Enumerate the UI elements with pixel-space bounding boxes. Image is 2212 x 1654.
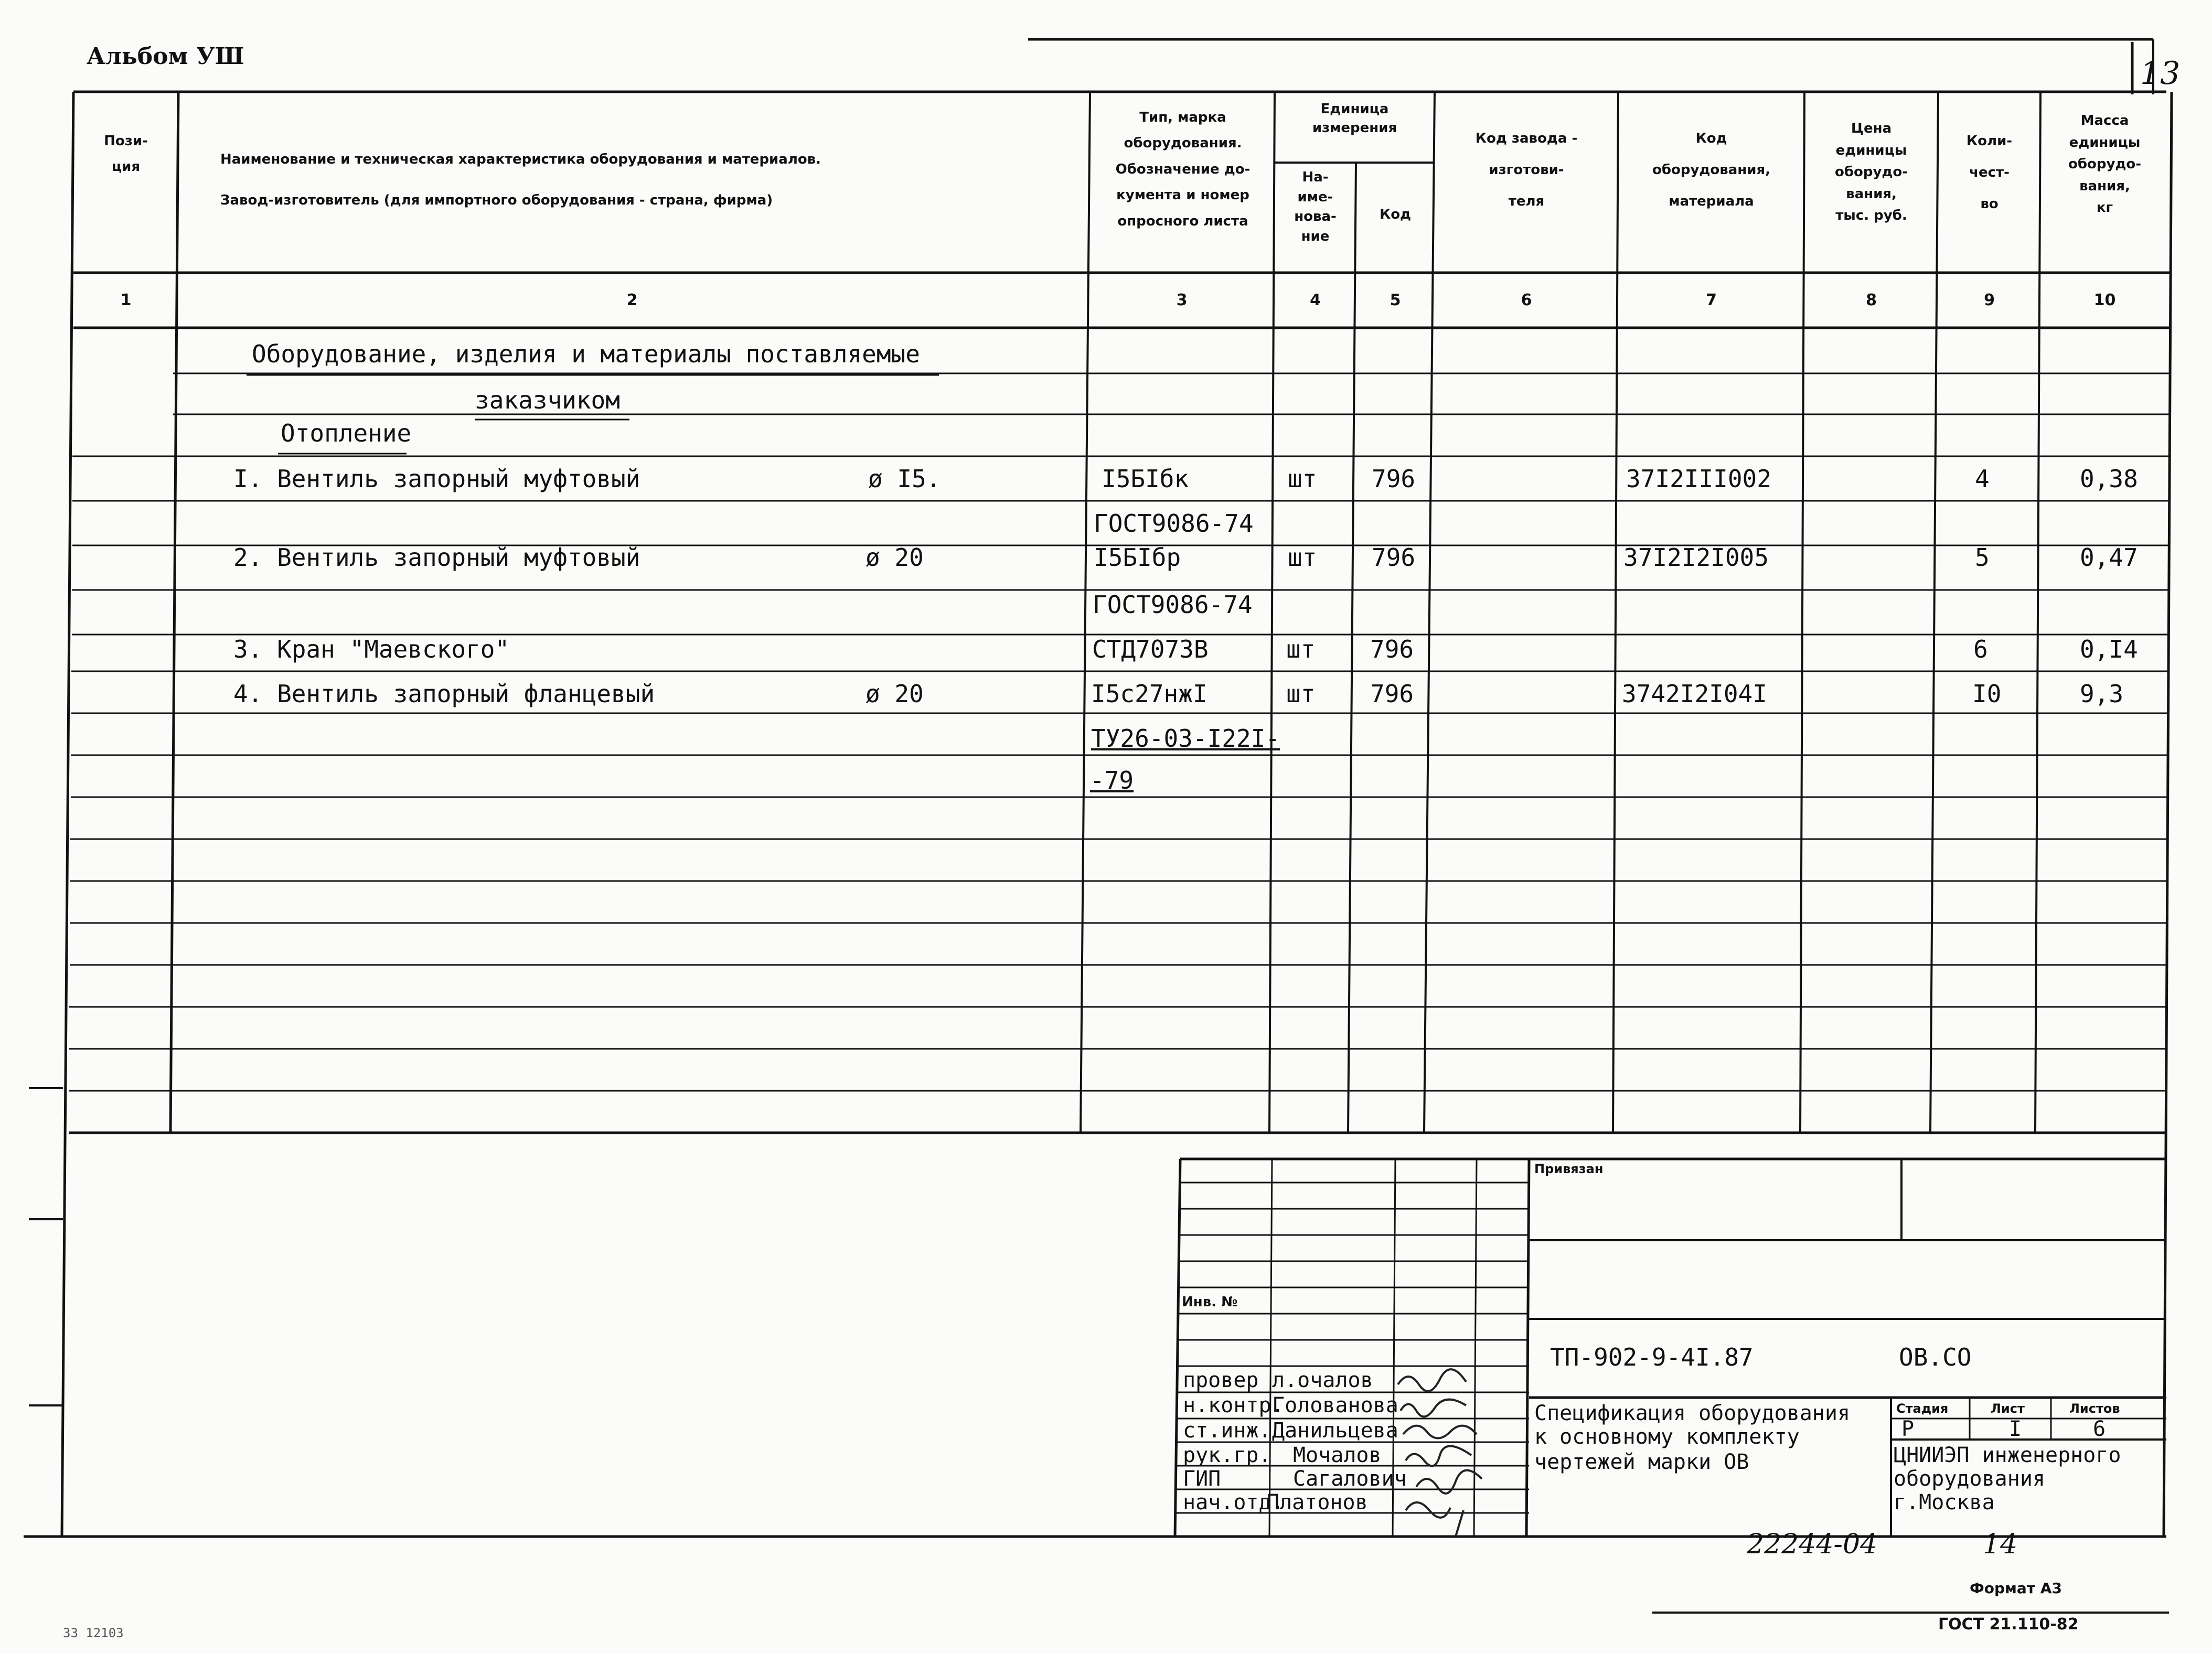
- row-diameter: ø 20: [865, 680, 924, 708]
- signature-role: н.контр.: [1183, 1393, 1284, 1417]
- row-name: 3. Кран "Маевского": [233, 635, 510, 663]
- sheet-header: Лист: [1991, 1401, 2025, 1416]
- row-type: I5БIбр: [1094, 543, 1181, 572]
- row-diameter: ø I5.: [868, 465, 941, 493]
- inv-number-label: Инв. №: [1182, 1294, 1238, 1310]
- org-line: оборудования: [1894, 1467, 2045, 1491]
- row-unit: шт: [1288, 543, 1317, 572]
- row-diameter: ø 20: [865, 543, 924, 572]
- row-unit: шт: [1286, 635, 1316, 663]
- row-qty: 5: [1975, 543, 1990, 572]
- handwritten-signatures: [1395, 1363, 1532, 1537]
- handwritten-code: 22244-04: [1747, 1529, 1878, 1560]
- doc-title-line: к основному комплекту: [1534, 1425, 1800, 1449]
- signature-role: рук.гр.: [1183, 1443, 1271, 1467]
- signature-role: ст.инж.: [1183, 1419, 1271, 1443]
- col-number: 1: [120, 291, 132, 309]
- col-number: 2: [626, 291, 638, 309]
- row-qty: 4: [1975, 465, 1990, 493]
- signature-role: провер: [1183, 1368, 1259, 1392]
- header-mass: Масса единицы оборудо- вания, кг: [2068, 113, 2142, 216]
- header-unit: Единица измерения: [1312, 101, 1397, 136]
- row-type: ГОСТ9086-74: [1093, 590, 1253, 619]
- header-qty: Коли- чест- во: [1966, 133, 2013, 212]
- doc-title-line: Спецификация оборудования: [1534, 1401, 1851, 1425]
- doc-title-line: чертежей марки ОВ: [1534, 1450, 1749, 1474]
- row-unit-code: 796: [1370, 680, 1414, 708]
- row-type: I5БIбк: [1102, 465, 1189, 493]
- signature-name: Данильцева: [1272, 1419, 1398, 1443]
- col-number: 7: [1706, 291, 1717, 309]
- signature-name: Платонов: [1267, 1490, 1368, 1515]
- sheet-number: 13: [2140, 55, 2181, 92]
- row-type: ТУ26-03-I22I-: [1091, 724, 1280, 753]
- row-qty: 6: [1973, 635, 1988, 663]
- signature-role: ГИП: [1183, 1467, 1221, 1491]
- col-number: 5: [1390, 291, 1401, 309]
- sheet-value: I: [2009, 1417, 2022, 1441]
- row-unit-code: 796: [1372, 465, 1416, 493]
- row-unit: шт: [1286, 680, 1316, 708]
- org-line: ЦНИИЭП инженерного: [1894, 1443, 2121, 1467]
- row-name: I. Вентиль запорный муфтовый: [233, 465, 640, 493]
- row-unit-code: 796: [1370, 635, 1414, 663]
- col-number: 6: [1521, 291, 1532, 309]
- header-position: Пози- ция: [104, 133, 148, 175]
- header-unit-code: Код: [1379, 207, 1412, 222]
- row-type: ГОСТ9086-74: [1094, 509, 1254, 538]
- col-number: 8: [1866, 291, 1877, 309]
- row-type: I5c27нжI: [1091, 680, 1207, 708]
- header-price: Цена единицы оборудо- вания, тыс. руб.: [1834, 121, 1908, 224]
- row-type: СТД7073В: [1092, 635, 1209, 663]
- header-name: Наименование и техническая характеристика оборудования и материалов. Завод-изготовитель (для импортного оборудования - страна, фирма): [220, 152, 821, 208]
- row-equip-code: 3742I2I04I: [1622, 680, 1767, 708]
- signature-role: нач.отд.: [1183, 1490, 1284, 1515]
- row-unit-code: 796: [1372, 543, 1416, 572]
- section-title-cont: заказчиком: [475, 386, 620, 414]
- row-mass: 9,3: [2080, 680, 2124, 708]
- col-number: 10: [2093, 291, 2116, 309]
- signature-name: л.очалов: [1272, 1368, 1373, 1392]
- signature-name: Мочалов: [1293, 1443, 1382, 1467]
- row-type: -79: [1090, 766, 1134, 794]
- row-name: 4. Вентиль запорный фланцевый: [233, 680, 655, 708]
- row-equip-code: 37I2I2I005: [1623, 543, 1769, 572]
- stage-header: Стадия: [1896, 1401, 1949, 1416]
- sheets-header: Листов: [2069, 1401, 2120, 1416]
- row-unit: шт: [1288, 465, 1317, 493]
- handwritten-page: 14: [1983, 1529, 2018, 1560]
- signature-name: Сагалович: [1293, 1467, 1407, 1491]
- doc-code: ТП-902-9-4I.87: [1550, 1343, 1754, 1371]
- subsection-title: Отопление: [281, 419, 412, 447]
- header-equip-code: Код оборудования, материала: [1652, 131, 1771, 209]
- col-number: 4: [1310, 291, 1321, 309]
- privyazan-label: Привязан: [1534, 1162, 1604, 1176]
- row-qty: I0: [1972, 680, 2002, 708]
- corner-code: 33 12103: [63, 1626, 124, 1640]
- org-line: г.Москва: [1894, 1490, 1995, 1515]
- col-number: 9: [1984, 291, 1995, 309]
- row-mass: 0,47: [2080, 543, 2138, 572]
- header-factory-code: Код завода - изготови- теля: [1475, 131, 1578, 209]
- sheets-value: 6: [2093, 1417, 2106, 1441]
- row-mass: 0,I4: [2080, 635, 2138, 663]
- gost-label: ГОСТ 21.110-82: [1938, 1615, 2079, 1634]
- album-label: Альбом УШ: [87, 43, 244, 70]
- header-type: Тип, марка оборудования. Обозначение до- кумента и номер опросного листа: [1115, 110, 1251, 229]
- row-name: 2. Вентиль запорный муфтовый: [233, 543, 640, 572]
- section-title: Оборудование, изделия и материалы поставляемые: [252, 340, 920, 368]
- doc-mark: ОВ.СО: [1899, 1343, 1972, 1371]
- format-label: Формат А3: [1970, 1580, 2062, 1597]
- row-mass: 0,38: [2080, 465, 2138, 493]
- signature-name: Голованова: [1272, 1393, 1398, 1417]
- stage-value: Р: [1901, 1417, 1915, 1441]
- col-number: 3: [1176, 291, 1188, 309]
- header-unit-name: На- име- нова- ние: [1294, 169, 1337, 245]
- row-equip-code: 37I2III002: [1626, 465, 1771, 493]
